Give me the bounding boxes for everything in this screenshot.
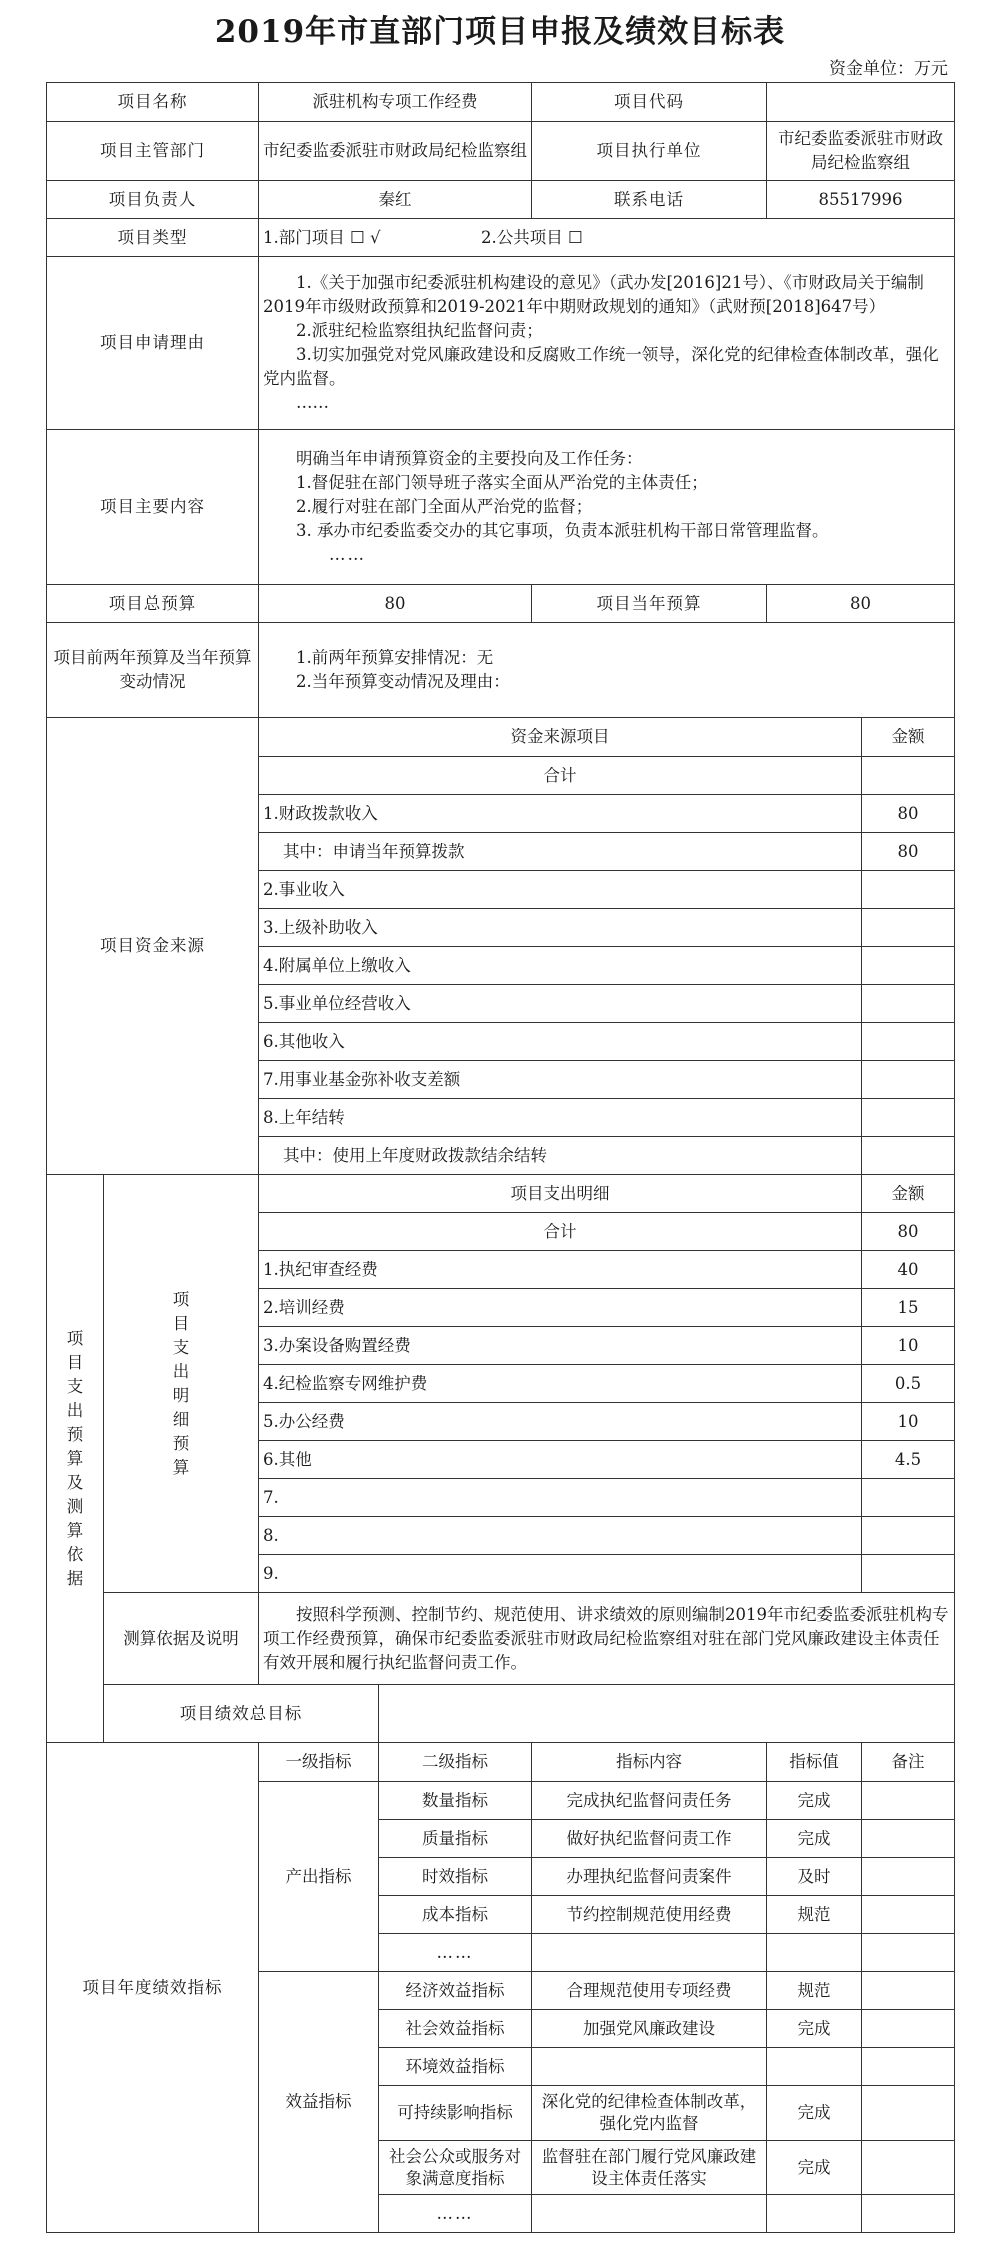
project-name-value: 派驻机构专项工作经费	[259, 83, 532, 122]
project-code-value	[767, 83, 955, 122]
perf-l2: ……	[379, 2195, 532, 2233]
reason-line: 2.派驻纪检监察组执纪监督问责；	[296, 321, 543, 340]
funding-row-amount	[862, 985, 955, 1023]
funding-row-amount	[862, 757, 955, 795]
document-title: 2019年市直部门项目申报及绩效目标表	[214, 14, 786, 50]
perf-content: 办理执纪监督问责案件	[532, 1858, 767, 1896]
perf-l2: 社会公众或服务对象满意度指标	[379, 2141, 532, 2195]
perf-value: 完成	[767, 2086, 862, 2141]
current-budget-value: 80	[767, 585, 955, 623]
project-name-label: 项目名称	[47, 83, 259, 122]
basis-text: 按照科学预测、控制节约、规范使用、讲求绩效的原则编制2019年市纪委监委派驻机构专项工作经费预算，确保市纪委监委派驻市财政局纪检监察组对驻在部门党风廉政建设主体责任有效开展和履行执纪监督问责工作。	[259, 1593, 955, 1685]
reason-line: ……	[296, 393, 329, 412]
expense-row-item: 7.	[259, 1479, 862, 1517]
perf-note	[862, 1934, 955, 1972]
expense-row-item: 3.办案设备购置经费	[259, 1327, 862, 1365]
perf-label: 项目年度绩效指标	[47, 1743, 259, 2233]
reason-text	[259, 257, 955, 430]
expense-row-amount: 10	[862, 1403, 955, 1441]
perf-note	[862, 2195, 955, 2233]
change-line: 1.前两年预算安排情况：无	[296, 648, 494, 667]
perf-l2: 社会效益指标	[379, 2010, 532, 2048]
perf-note	[862, 2086, 955, 2141]
perf-note	[862, 1896, 955, 1934]
expense-inner-label	[104, 1175, 259, 1593]
funding-row-amount: 80	[862, 833, 955, 871]
type-label: 项目类型	[47, 219, 259, 257]
expense-outer-label	[47, 1175, 104, 1743]
funding-header-item: 资金来源项目	[259, 718, 862, 757]
expense-row-item: 9.	[259, 1555, 862, 1593]
expense-outer-label-text: 项目支出预算及测算依据	[66, 1328, 84, 1588]
current-budget-label: 项目当年预算	[532, 585, 767, 623]
perf-content: 监督驻在部门履行党风廉政建设主体责任落实	[532, 2141, 767, 2195]
expense-row-amount: 0.5	[862, 1365, 955, 1403]
budget-change-text	[259, 623, 955, 718]
perf-note	[862, 2048, 955, 2086]
perf-l2: 可持续影响指标	[379, 2086, 532, 2141]
expense-row-amount	[862, 1555, 955, 1593]
expense-row-item: 6.其他	[259, 1441, 862, 1479]
content-line: 明确当年申请预算资金的主要投向及工作任务：	[296, 449, 643, 468]
expense-row-amount: 15	[862, 1289, 955, 1327]
expense-row-item: 4.纪检监察专网维护费	[259, 1365, 862, 1403]
perf-note	[862, 2141, 955, 2195]
perf-header: 指标值	[767, 1743, 862, 1782]
perf-note	[862, 1820, 955, 1858]
funding-row-item: 其中：使用上年度财政拨款结余结转	[259, 1137, 862, 1175]
perf-value: 完成	[767, 1782, 862, 1820]
funding-row-item: 8.上年结转	[259, 1099, 862, 1137]
content-line: 1.督促驻在部门领导班子落实全面从严治党的主体责任；	[296, 473, 708, 492]
leader-label: 项目负责人	[47, 181, 259, 219]
content-label: 项目主要内容	[47, 430, 259, 585]
basis-label: 测算依据及说明	[104, 1593, 259, 1685]
perf-note	[862, 1972, 955, 2010]
perf-content: 合理规范使用专项经费	[532, 1972, 767, 2010]
perf-content	[532, 1934, 767, 1972]
funding-row-amount	[862, 1023, 955, 1061]
perf-l2: ……	[379, 1934, 532, 1972]
perf-content	[532, 2048, 767, 2086]
expense-row-item: 5.办公经费	[259, 1403, 862, 1441]
content-line: 2.履行对驻在部门全面从严治党的监督；	[296, 497, 593, 516]
expense-row-item: 合计	[259, 1213, 862, 1251]
perf-l2: 质量指标	[379, 1820, 532, 1858]
reason-label: 项目申请理由	[47, 257, 259, 430]
funding-row-item: 4.附属单位上缴收入	[259, 947, 862, 985]
reason-line: 1.《关于加强市纪委派驻机构建设的意见》（武办发[2016]21号）、《市财政局关于编制2019年市级财政预算和2019-2021年中期财政规划的通知》（武财预[2018]647号）	[263, 273, 924, 316]
funding-row-amount	[862, 1099, 955, 1137]
funding-row-item: 2.事业收入	[259, 871, 862, 909]
perf-l2: 成本指标	[379, 1896, 532, 1934]
perf-header: 备注	[862, 1743, 955, 1782]
perf-value	[767, 2195, 862, 2233]
funding-row-item: 合计	[259, 757, 862, 795]
perf-l2: 经济效益指标	[379, 1972, 532, 2010]
funding-row-item: 5.事业单位经营收入	[259, 985, 862, 1023]
content-text	[259, 430, 955, 585]
expense-row-amount: 10	[862, 1327, 955, 1365]
funding-row-item: 其中：申请当年预算拨款	[259, 833, 862, 871]
perf-value: 完成	[767, 2010, 862, 2048]
phone-value: 85517996	[767, 181, 955, 219]
total-budget-value: 80	[259, 585, 532, 623]
perf-l2: 时效指标	[379, 1858, 532, 1896]
perf-note	[862, 1782, 955, 1820]
perf-content: 加强党风廉政建设	[532, 2010, 767, 2048]
perf-content	[532, 2195, 767, 2233]
funding-row-item: 3.上级补助收入	[259, 909, 862, 947]
effect-indicator-label: 效益指标	[259, 1972, 379, 2233]
currency-unit: 资金单位：万元	[829, 59, 948, 79]
reason-line: 3.切实加强党对党风廉政建设和反腐败工作统一领导，深化党的纪律检查体制改革，强化党内监督。	[263, 345, 939, 388]
type-dept-option: 1.部门项目 ☐ √	[263, 227, 381, 247]
expense-header-item: 项目支出明细	[259, 1175, 862, 1213]
expense-row-amount: 4.5	[862, 1441, 955, 1479]
funding-row-amount: 80	[862, 795, 955, 833]
perf-l2: 数量指标	[379, 1782, 532, 1820]
type-public-option: 2.公共项目 ☐	[481, 227, 583, 247]
perf-header: 二级指标	[379, 1743, 532, 1782]
perf-value: 及时	[767, 1858, 862, 1896]
funding-row-amount	[862, 1061, 955, 1099]
expense-row-item: 8.	[259, 1517, 862, 1555]
perf-header: 一级指标	[259, 1743, 379, 1782]
dept-value: 市纪委监委派驻市财政局纪检监察组	[259, 122, 532, 181]
change-line: 2.当年预算变动情况及理由：	[296, 672, 510, 691]
expense-row-amount: 40	[862, 1251, 955, 1289]
funding-row-item: 7.用事业基金弥补收支差额	[259, 1061, 862, 1099]
perf-total-label: 项目绩效总目标	[104, 1685, 379, 1743]
perf-content: 节约控制规范使用经费	[532, 1896, 767, 1934]
perf-content: 完成执纪监督问责任务	[532, 1782, 767, 1820]
perf-note	[862, 2010, 955, 2048]
perf-total-value	[379, 1685, 955, 1743]
funding-row-amount	[862, 909, 955, 947]
perf-header: 指标内容	[532, 1743, 767, 1782]
funding-row-amount	[862, 947, 955, 985]
funding-row-amount	[862, 1137, 955, 1175]
funding-label: 项目资金来源	[47, 718, 259, 1175]
exec-unit-value: 市纪委监委派驻市财政局纪检监察组	[767, 122, 955, 181]
project-form-table	[46, 82, 955, 2233]
expense-header-amount: 金额	[862, 1175, 955, 1213]
funding-header-amount: 金额	[862, 718, 955, 757]
type-options	[259, 219, 955, 257]
perf-value	[767, 1934, 862, 1972]
perf-note	[862, 1858, 955, 1896]
exec-unit-label: 项目执行单位	[532, 122, 767, 181]
budget-change-label: 项目前两年预算及当年预算变动情况	[47, 623, 259, 718]
leader-value: 秦红	[259, 181, 532, 219]
expense-row-amount	[862, 1517, 955, 1555]
phone-label: 联系电话	[532, 181, 767, 219]
perf-content: 做好执纪监督问责工作	[532, 1820, 767, 1858]
expense-row-item: 2.培训经费	[259, 1289, 862, 1327]
perf-l2: 环境效益指标	[379, 2048, 532, 2086]
perf-value: 规范	[767, 1896, 862, 1934]
perf-value: 完成	[767, 1820, 862, 1858]
perf-value: 规范	[767, 1972, 862, 2010]
content-line: ……	[329, 545, 366, 564]
dept-label: 项目主管部门	[47, 122, 259, 181]
total-budget-label: 项目总预算	[47, 585, 259, 623]
funding-row-amount	[862, 871, 955, 909]
expense-row-amount: 80	[862, 1213, 955, 1251]
perf-value	[767, 2048, 862, 2086]
perf-content: 深化党的纪律检查体制改革，强化党内监督	[532, 2086, 767, 2141]
content-line: 3. 承办市纪委监委交办的其它事项，负责本派驻机构干部日常管理监督。	[296, 521, 829, 540]
funding-row-item: 1.财政拨款收入	[259, 795, 862, 833]
expense-row-item: 1.执纪审查经费	[259, 1251, 862, 1289]
funding-row-item: 6.其他收入	[259, 1023, 862, 1061]
expense-row-amount	[862, 1479, 955, 1517]
project-code-label: 项目代码	[532, 83, 767, 122]
perf-value: 完成	[767, 2141, 862, 2195]
output-indicator-label: 产出指标	[259, 1782, 379, 1972]
expense-inner-label-text: 项目支出明细预算	[172, 1289, 190, 1477]
